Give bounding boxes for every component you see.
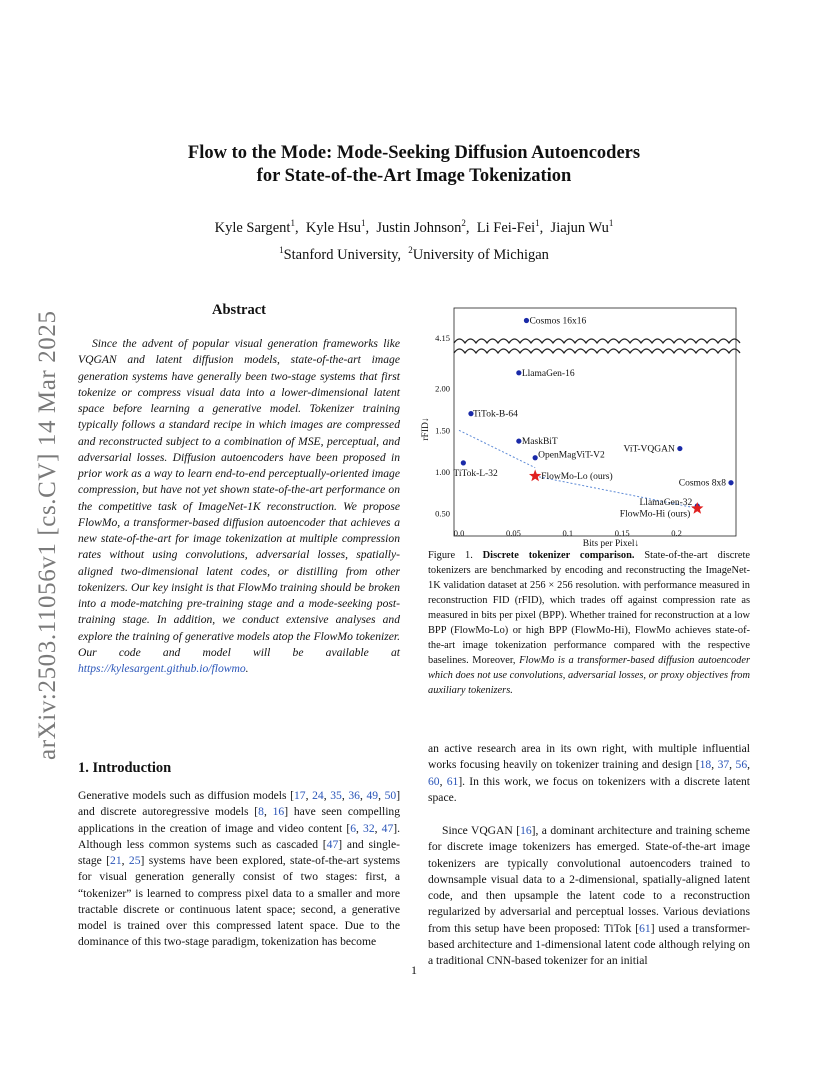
figure-caption [428,548,750,698]
author-affiliation-mark: 1 [290,218,295,228]
data-point-label: LlamaGen-32 [639,498,693,509]
axis-break-wave-lower [454,349,740,353]
paragraph-text: , [323,789,331,802]
data-point-label: FlowMo-Hi (ours) [619,509,691,520]
citation-link[interactable]: 8 [258,805,264,819]
flowmo-star-marker [529,470,541,482]
paragraph-text: Since VQGAN [ [442,824,521,837]
paragraph-text: , [305,789,313,802]
data-point-marker [516,438,521,443]
page-number: 1 [411,963,417,977]
data-point-label: OpenMagViT-V2 [538,450,605,461]
paragraph-text: , [747,758,751,772]
x-tick-label: 0.1 [562,528,574,538]
y-tick-label: 0.50 [435,508,450,519]
paragraph-text: ] and single-stage [ [78,837,401,867]
x-tick-label: 0.0 [453,528,465,538]
citation-link[interactable]: 17 [293,789,306,802]
chart-plot-area [421,308,740,548]
paragraph-text: , [341,789,349,802]
citation-link[interactable]: 49 [366,789,379,802]
author-list: Kyle Sargent$^1$, Kyle Hsu$^1$, Justin Johnson$^2$, Li Fei-Fei$^1$, Jiajun Wu$^1$ [214,218,614,236]
citation-link[interactable]: 61 [446,774,459,788]
arxiv-identifier: arXiv:2503.11056v1 [cs.CV] 14 Mar 2025 [34,310,61,760]
y-tick-label: 1.00 [435,466,450,477]
data-point-label: MaskBiT [521,437,558,448]
affiliation-mark: 1 [279,245,284,255]
author-affiliation-mark: 1 [361,218,366,228]
citation-link[interactable]: 47 [326,837,339,851]
data-point-marker [728,480,733,485]
data-point-marker [516,370,521,375]
flowmo-star-marker [691,502,703,514]
paragraph-text: , [359,789,367,802]
citation-link[interactable]: 50 [384,789,397,802]
intro-paragraph-1 [78,788,400,951]
citation-link[interactable]: 56 [735,758,748,772]
data-point-marker [533,455,538,460]
paragraph-text: ] have seen compelling applications in the creation of image and video content [ [78,805,401,835]
paragraph-text: , [439,774,447,788]
citation-link[interactable]: 21 [110,854,122,867]
citation-link[interactable]: 32 [363,821,375,835]
figure-1-chart [418,300,748,548]
y-tick-label: 2.00 [435,383,450,394]
trend-line [459,430,535,467]
citation-link[interactable]: 61 [639,921,651,935]
paper-title [60,142,768,188]
paragraph-text: ] and discrete autoregressive models [ [78,789,401,819]
paragraph-text: ], a dominant architecture and training scheme for discrete image tokenizers has emerged. State-of-the-art image tokenizers are typically convolutional autoencoders trained to downsample visual data to a 2-dimensional, spatially-aligned latent code, and then upsample the latent code to a reconstruction regularized by adversarial and perceptual losses. Various deviations from this setup have been proposed: TiTok [ [428,824,750,935]
right-column-paragraph-1 [428,741,750,806]
paragraph-text: , [711,758,718,772]
affiliation-mark: 2 [408,245,413,255]
citation-link[interactable]: 47 [381,821,394,835]
author-name: Kyle Sargent [214,220,291,236]
paragraph-text: ] systems have been explored, state-of-the-art systems for visual generation generally consist of two stages: first, a “tokenizer” is learned to compress pixel data to a smaller and more tractable discrete or continuous latent space; second, a generative model is trained over this compressed latent space. Due to the dominance of this two-stage paradigm, tokenization has become [78,854,400,949]
data-point-marker [461,460,466,465]
author-affiliation-mark: 1 [608,218,614,228]
paragraph-text: , [374,821,382,835]
citation-link[interactable]: 16 [272,805,285,819]
citation-link[interactable]: 16 [520,824,532,837]
abstract-text: Since the advent of popular visual generation frameworks like VQGAN and latent diffusion models, state-of-the-art image generation systems have generally been two-stage systems that first tokenize or compress visual data into a lower-dimensional latent space before learning a generative model. Tokenizer training typically follows a standard recipe in which images are compressed and reconstructed subject to a combination of MSE, perceptual, and adversarial losses. Diffusion autoencoders have been proposed in prior work as a way to learn end-to-end perceptually-oriented image compression, but have not yet shown state-of-the-art performance on the competitive task of ImageNet-1K reconstruction. We propose FlowMo, a transformer-based diffusion autoencoder that achieves a new state-of-the-art for image tokenization at multiple compression rates without using convolutions, adversarial losses, spatially-aligned two-dimensional latent codes, or distilling from other tokenizers. Our key insight is that FlowMo training should be broken into a mode-matching pre-training stage and a mode-seeking post-training stage. In addition, we conduct extensive analyses and explore the training of generative models atop the FlowMo tokenizer. Our code and model will be available at [78,337,400,659]
data-point-label: FlowMo-Lo (ours) [541,472,613,483]
paragraph-text: ]. In this work, we focus on tokenizers with a discrete latent space. [428,774,751,804]
title-line-1: Flow to the Mode: Mode-Seeking Diffusion Autoencoders [187,143,641,163]
paragraph-text: Generative models such as diffusion models [ [78,789,294,802]
citation-link[interactable]: 35 [330,789,342,802]
citation-link[interactable]: 36 [348,789,360,802]
abstract-body: Since the advent of popular visual generation frameworks like VQGAN and latent diffusion models, state-of-the-art image generation systems have generally been two-stage systems that first tokenize or compress visual data into a lower-dimensional latent space before learning a generative model. Tokenizer training typically follows a standard recipe in which images are compressed and reconstructed subject to a combination of MSE, perceptual, and adversarial losses. Diffusion autoencoders have been proposed in prior work as a way to learn end-to-end perceptually-oriented image compression, but have not yet shown state-of-the-art performance on the competitive task of ImageNet-1K reconstruction. We propose FlowMo, a transformer-based diffusion autoencoder that achieves a new state-of-the-art for image tokenization at multiple compression rates without using convolutions, adversarial losses, spatially-aligned two-dimensional latent codes, or distilling from other tokenizers. Our key insight is that FlowMo training should be broken into a mode-matching pre-training stage and a mode-seeking post-training stage. In addition, we conduct extensive analyses and explore the training of generative models atop the FlowMo tokenizer. Our code and model will be available at https://kylesargent.github.io/flowmo. [78,337,400,675]
x-tick-label: 0.15 [614,528,630,538]
caption-text: State-of-the-art discrete tokenizers are benchmarked by encoding and reconstructing the ImageNet-1K validation dataset at 256 × 256 resolution. with performance measured in reconstruction FID (rFID), which trades off against compression rate as measured in bits per pixel (BPP). Whether trained for reconstruction at a low BPP (FlowMo-Lo) or high BPP (FlowMo-Hi), FlowMo achieves state-of-the-art image tokenization performance compared with the respective baselines. Moreover, [428,550,750,666]
y-tick-label: 4.15 [435,333,450,343]
author-affiliation-mark: 1 [535,218,540,228]
author-name: Li Fei-Fei [476,220,536,236]
caption-italic-text: FlowMo is a transformer-based diffusion autoencoder which does not use convolutions, adversarial losses, or proxy objectives from auxiliary tokenizers. [428,655,751,696]
x-tick-label: 0.2 [671,528,682,538]
author-affiliation-mark: 2 [461,218,466,228]
project-link[interactable]: https://kylesargent.github.io/flowmo [78,662,246,675]
y-tick-label: 1.50 [435,425,450,436]
data-point-marker [677,446,682,451]
author-name: Jiajun Wu [550,220,609,236]
axis-break-wave-upper [454,339,740,343]
author-name: Kyle Hsu [305,220,361,236]
citation-link[interactable]: 25 [128,854,141,867]
paragraph-text: an active research area in its own right, with multiple influential works focusing heavily on tokenizer training and design [ [428,742,750,772]
affiliation-name: Stanford University [283,247,398,263]
y-axis-label: rFID↓ [421,417,431,441]
affiliation-list: $^1$Stanford University, $^2$University of Michigan [279,245,549,263]
paragraph-text: ]. Although less common systems such as cascaded [ [78,821,401,851]
x-tick-label: 0.05 [505,528,521,538]
citation-link[interactable]: 60 [428,774,440,788]
data-point-marker [524,318,529,323]
paragraph-text: , [263,805,273,819]
paragraph-text: , [378,789,385,802]
paragraph-text: , [729,758,736,772]
data-point-label: LlamaGen-16 [521,368,575,379]
paragraph-text: ] used a transformer-based architecture and 1-dimensional latent code although relying on a traditional CNN-based tokenizer for an initial [428,921,750,967]
author-name: Justin Johnson [376,220,462,236]
right-column-paragraph-2 [428,823,750,969]
section-heading-introduction: 1. Introduction [78,760,172,776]
citation-link[interactable]: 6 [350,821,356,835]
data-point-label: Cosmos 16x16 [529,316,587,327]
abstract-heading: Abstract [212,302,266,318]
data-point-label: ViT-VQGAN [623,444,675,455]
caption-title: Discrete tokenizer comparison. [482,550,635,561]
citation-link[interactable]: 18 [699,758,712,772]
x-axis-label: Bits per Pixel↓ [582,539,640,548]
plot-frame [454,308,736,536]
paragraph-text: , [121,854,129,867]
data-point-label: Cosmos 8x8 [678,478,726,489]
citation-link[interactable]: 24 [312,789,324,802]
citation-link[interactable]: 37 [717,758,730,772]
data-point-label: TiTok-B-64 [472,409,518,420]
caption-label: Figure 1. [428,550,473,561]
affiliation-name: University of Michigan [412,247,549,263]
paragraph-text: , [356,821,364,835]
data-point-label: TiTok-L-32 [453,468,498,479]
title-line-2: for State-of-the-Art Image Tokenization [256,166,572,186]
